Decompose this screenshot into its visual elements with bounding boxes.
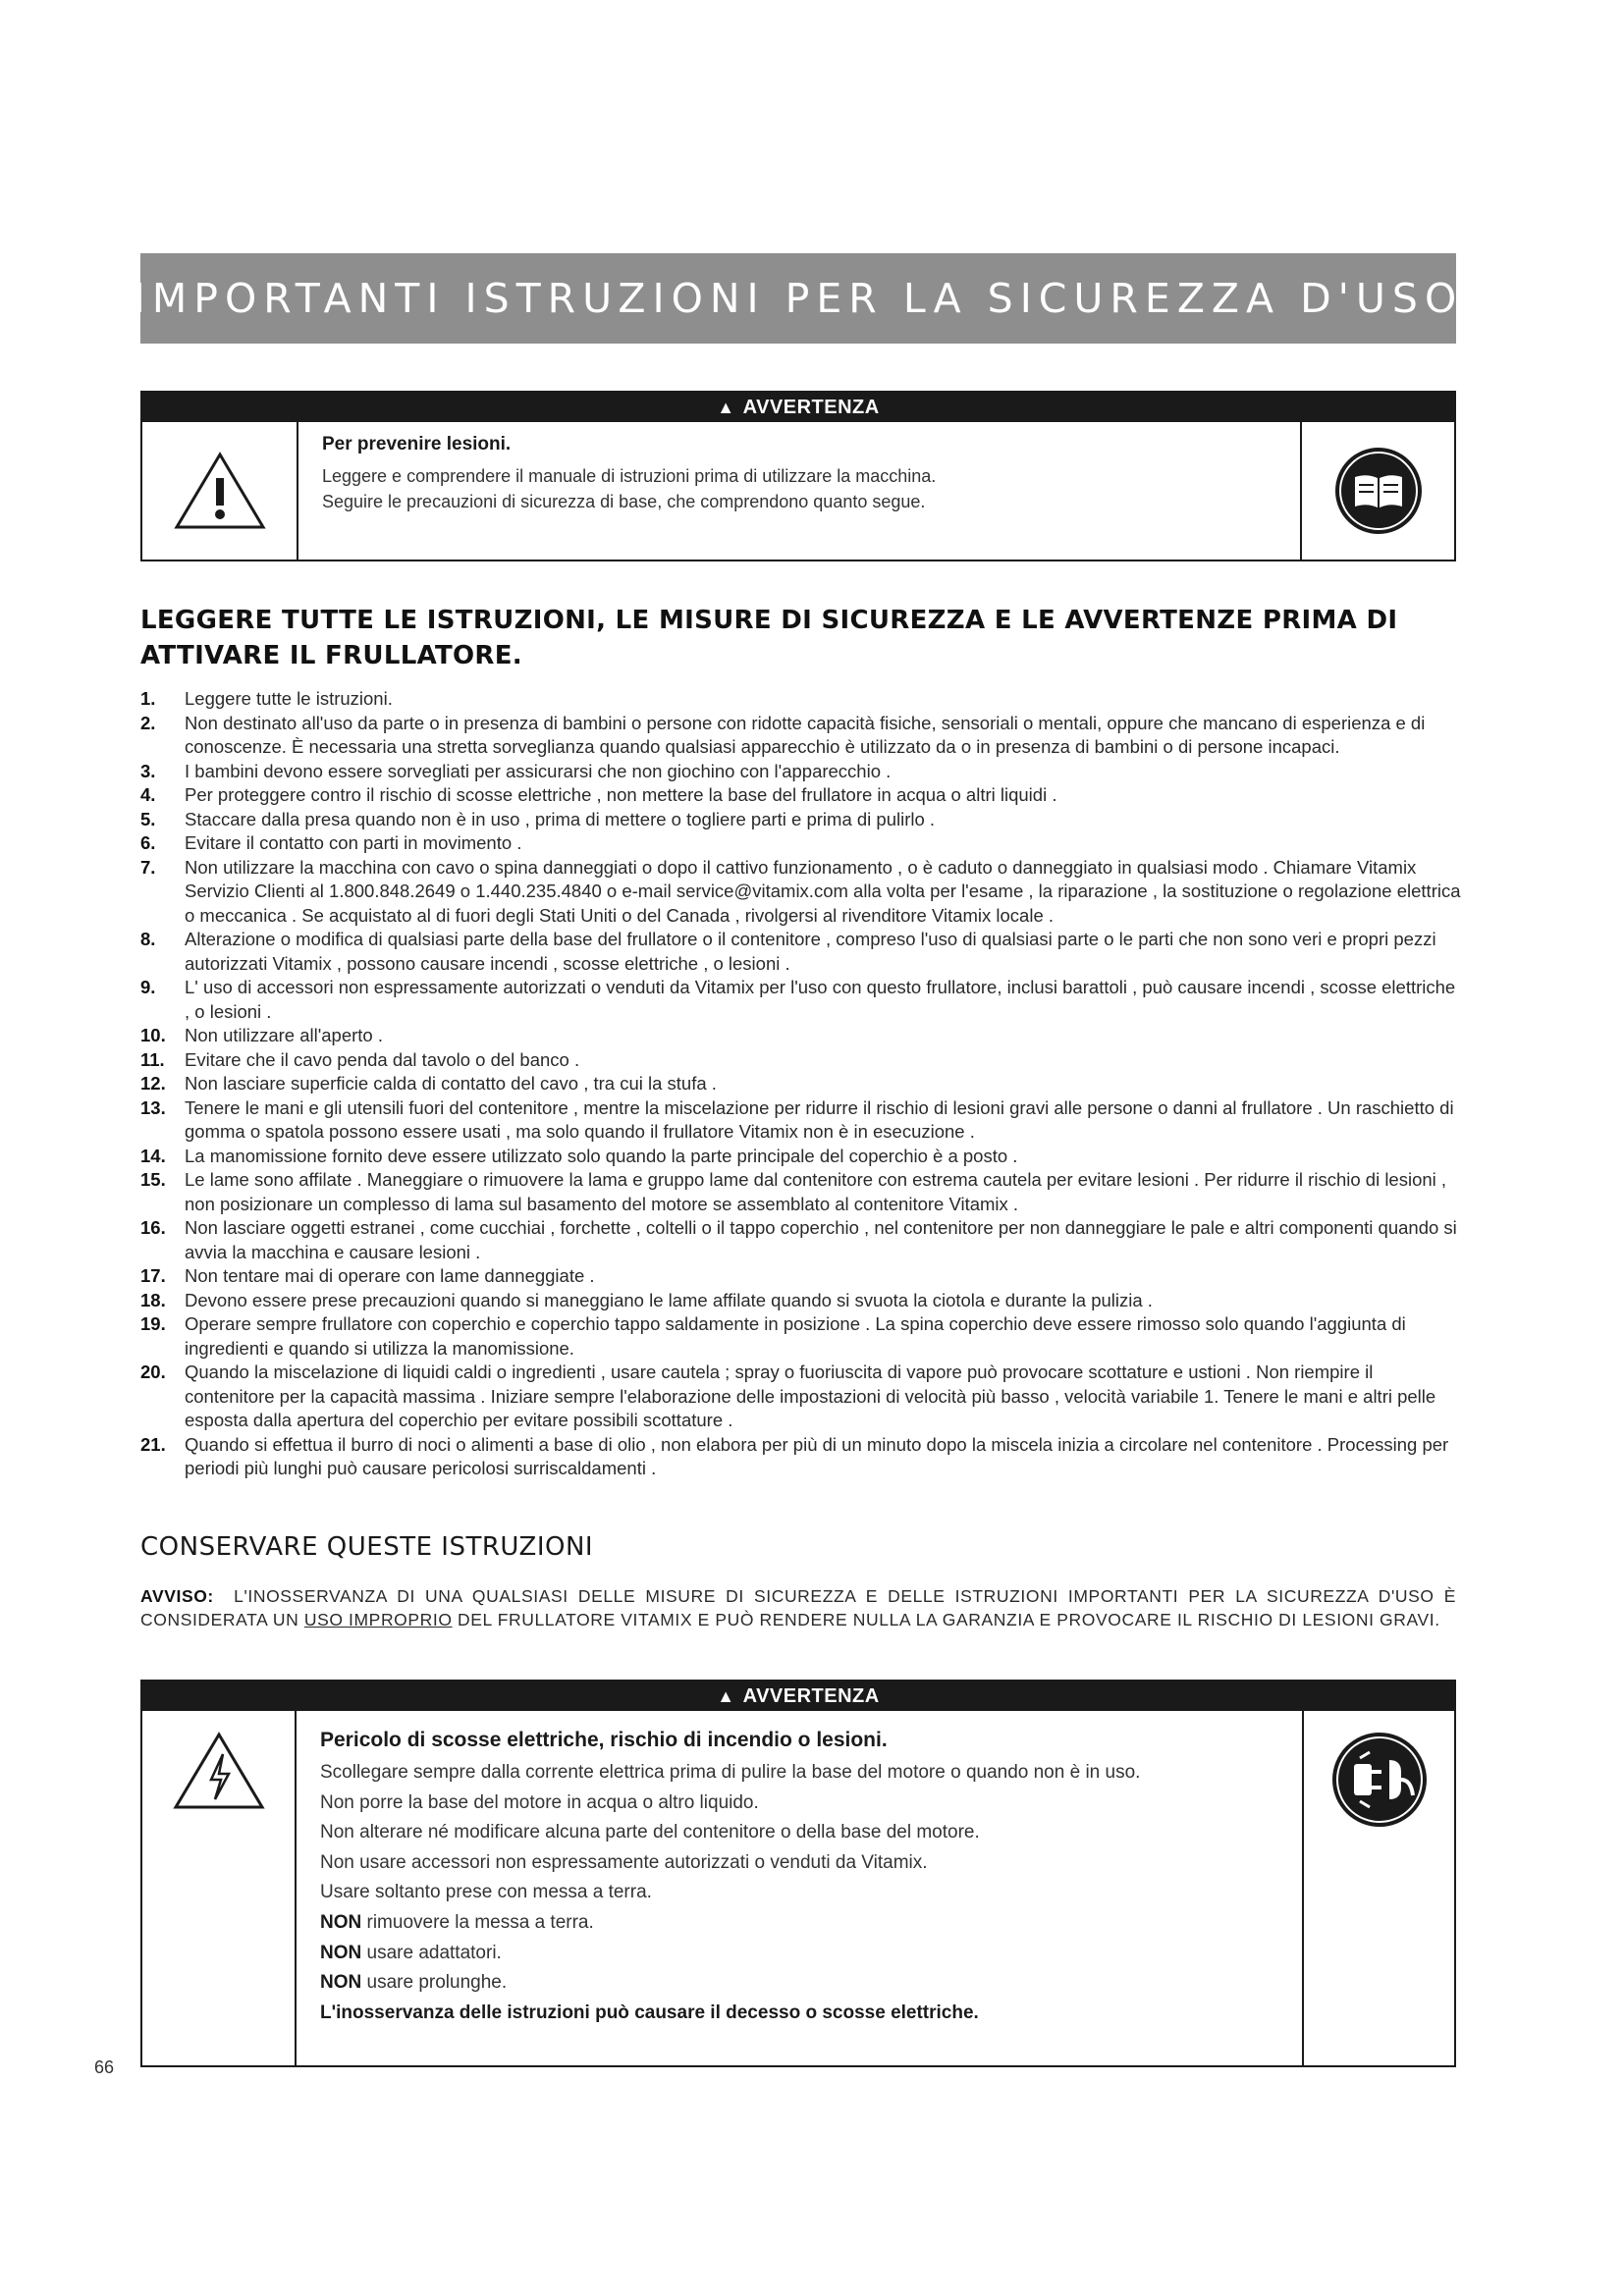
warning-line: Non porre la base del motore in acqua o altro liquido. bbox=[320, 1791, 759, 1813]
warning-line: NON rimuovere la messa a terra. bbox=[320, 1911, 594, 1933]
warning-final-line: L'inosservanza delle istruzioni può causare il decesso o scosse elettriche. bbox=[320, 2002, 979, 2023]
warning-line: Seguire le precauzioni di sicurezza di base, che comprendono quanto segue. bbox=[322, 492, 926, 511]
warning-line: NON usare adattatori. bbox=[320, 1942, 502, 1963]
item-number: 14. bbox=[140, 1145, 166, 1166]
electric-shock-icon bbox=[142, 1711, 297, 2065]
item-number: 7. bbox=[140, 856, 156, 878]
warning-box-injury bbox=[140, 391, 1456, 561]
item-number: 15. bbox=[140, 1169, 166, 1190]
item-text: Quando si effettua il burro di noci o alimenti a base di olio , non elabora per più di un minuto dopo la miscela inizia a circolare nel contenitore . Processing per periodi più lunghi può causare pericolosi surriscaldamenti . bbox=[185, 1433, 1449, 1478]
list-item bbox=[140, 1264, 1461, 1289]
page-number: 66 bbox=[94, 2057, 115, 2077]
warning-line: Non alterare né modificare alcuna parte del contenitore o della base del motore. bbox=[320, 1822, 980, 1843]
item-number: 10. bbox=[140, 1025, 166, 1045]
title-banner bbox=[133, 253, 1464, 344]
item-text: Devono essere prese precauzioni quando si maneggiano le lame affilate quando si svuota la ciotola e durante la pulizia . bbox=[185, 1289, 1153, 1310]
item-text: Evitare il contatto con parti in movimento . bbox=[185, 832, 522, 853]
item-number: 3. bbox=[140, 760, 156, 781]
list-item bbox=[140, 1433, 1461, 1481]
item-text: Per proteggere contro il rischio di scosse elettriche , non mettere la base del frullatore in acqua o altri liquidi . bbox=[185, 784, 1057, 805]
item-number: 18. bbox=[140, 1289, 166, 1310]
conserve-heading: CONSERVARE QUESTE ISTRUZIONI bbox=[140, 1532, 594, 1562]
warning-triangle-icon: ▲ bbox=[717, 1685, 735, 1706]
item-number: 11. bbox=[140, 1048, 165, 1070]
instructions-list bbox=[140, 687, 1461, 1481]
warning-line: Non usare accessori non espressamente autorizzati o venduti da Vitamix. bbox=[320, 1851, 928, 1873]
item-text: Non utilizzare all'aperto . bbox=[185, 1025, 383, 1045]
item-number: 16. bbox=[140, 1217, 166, 1238]
list-item bbox=[140, 976, 1461, 1024]
list-item bbox=[140, 1072, 1461, 1096]
item-text: Non lasciare superficie calda di contatto del cavo , tra cui la stufa . bbox=[185, 1073, 717, 1094]
list-item bbox=[140, 760, 1461, 784]
item-text: Operare sempre frullatore con coperchio e coperchio tappo saldamente in posizione . La spina coperchio deve essere rimosso solo quando l'aggiunta di ingredienti e quando si utilizza la manomissione. bbox=[185, 1313, 1406, 1359]
item-number: 8. bbox=[140, 929, 156, 949]
item-number: 13. bbox=[140, 1096, 166, 1118]
list-item bbox=[140, 808, 1461, 832]
item-number: 9. bbox=[140, 977, 156, 997]
list-item bbox=[140, 856, 1461, 929]
list-item bbox=[140, 1168, 1461, 1216]
item-text: I bambini devono essere sorvegliati per assicurarsi che non giochino con l'apparecchio . bbox=[185, 760, 892, 781]
list-item bbox=[140, 1361, 1461, 1433]
list-item bbox=[140, 831, 1461, 856]
warning-box-electric bbox=[140, 1680, 1456, 2067]
list-item bbox=[140, 687, 1461, 712]
warning-triangle-icon: ▲ bbox=[717, 397, 735, 417]
item-text: Staccare dalla presa quando non è in uso , prima di mettere o togliere parti e prima di pulirlo . bbox=[185, 808, 936, 829]
read-manual-icon bbox=[1300, 422, 1454, 560]
list-item bbox=[140, 1096, 1461, 1145]
list-item bbox=[140, 1048, 1461, 1073]
exclamation-triangle-icon bbox=[142, 422, 298, 560]
item-number: 21. bbox=[140, 1433, 166, 1455]
warning-line: Usare soltanto prese con messa a terra. bbox=[320, 1882, 652, 1903]
item-number: 5. bbox=[140, 808, 156, 829]
list-item bbox=[140, 1024, 1461, 1048]
list-item bbox=[140, 928, 1461, 976]
item-text: Tenere le mani e gli utensili fuori del contenitore , mentre la miscelazione per ridurre il rischio di lesioni gravi alle persone o danni al frullatore . Un raschietto di gomma o spatola possono essere usati , ma solo quando il frullatore Vitamix non è in esecuzione . bbox=[185, 1096, 1454, 1142]
warning-title: Pericolo di scosse elettriche, rischio di incendio o lesioni. bbox=[320, 1729, 888, 1751]
item-text: L' uso di accessori non espressamente autorizzati o venduti da Vitamix per l'uso con questo frullatore, inclusi barattoli , può causare incendi , scosse elettriche , o lesioni . bbox=[185, 977, 1456, 1022]
warning-header: ▲ AVVERTENZA bbox=[142, 1682, 1454, 1711]
item-text: Non utilizzare la macchina con cavo o spina danneggiati o dopo il cattivo funzionamento , o è caduto o danneggiato in qualsiasi modo . Chiamare Vitamix Servizio Clienti al 1.800.848.2649 o 1.440.235.4840 o e-mail service@vitamix.com alla volta per l'esame , la riparazione , la sostituzione o regolazione elettrica o meccanica . Se acquistato al di fuori degli Stati Uniti o del Canada , rivolgersi al rivenditore Vitamix locale . bbox=[185, 856, 1461, 926]
item-text: Le lame sono affilate . Maneggiare o rimuovere la lama e gruppo lame dal contenitore con estrema cautela per evitare lesioni . Per ridurre il rischio di lesioni , non posizionare un complesso di lama sul basamento del motore se assemblato al contenitore Vitamix . bbox=[185, 1169, 1447, 1214]
warning-title: Per prevenire lesioni. bbox=[322, 434, 512, 454]
unplug-icon bbox=[1302, 1711, 1454, 2065]
item-number: 17. bbox=[140, 1265, 166, 1286]
warning-line: Leggere e comprendere il manuale di istruzioni prima di utilizzare la macchina. bbox=[322, 466, 937, 486]
item-text: Evitare che il cavo penda dal tavolo o del banco . bbox=[185, 1048, 580, 1070]
warning-line: Scollegare sempre dalla corrente elettrica prima di pulire la base del motore o quando non è in uso. bbox=[320, 1762, 1141, 1783]
item-number: 2. bbox=[140, 712, 156, 733]
item-text: Quando la miscelazione di liquidi caldi o ingredienti , usare cautela ; spray o fuoriuscita di vapore può provocare scottature e ustioni . Non riempire il contenitore per la capacità massima . Iniziare sempre l'elaborazione delle impostazioni di velocità più basso , velocità variabile 1. Tenere le mani e altri pelle esposta dalla apertura del coperchio per evitare possibili scottature . bbox=[185, 1362, 1436, 1430]
list-item bbox=[140, 1312, 1461, 1361]
item-text: Alterazione o modifica di qualsiasi parte della base del frullatore o il contenitore , compreso l'uso di qualsiasi parte o le parti che non sono veri e propri pezzi autorizzati Vitamix , possono causare incendi , scosse elettriche , o lesioni . bbox=[185, 929, 1436, 974]
item-number: 19. bbox=[140, 1313, 166, 1334]
item-number: 12. bbox=[140, 1073, 166, 1094]
list-item bbox=[140, 712, 1461, 760]
item-number: 4. bbox=[140, 784, 156, 805]
list-item bbox=[140, 1216, 1461, 1264]
list-item bbox=[140, 1145, 1461, 1169]
main-heading: LEGGERE TUTTE LE ISTRUZIONI, LE MISURE DI SICUREZZA E LE AVVERTENZE PRIMA DI ATTIVARE IL FRULLATORE. bbox=[140, 606, 1398, 670]
item-text: Non tentare mai di operare con lame danneggiate . bbox=[185, 1265, 595, 1286]
list-item bbox=[140, 1289, 1461, 1313]
avviso-notice: AVVISO: L'INOSSERVANZA DI UNA QUALSIASI DELLE MISURE DI SICUREZZA E DELLE ISTRUZIONI IMPORTANTI PER LA SICUREZZA D'USO È CONSIDERATA UN USO IMPROPRIO DEL FRULLATORE VITAMIX E PUÒ RENDERE NULLA LA GARANZIA E PROVOCARE IL RISCHIO DI LESIONI GRAVI. bbox=[140, 1586, 1456, 1629]
banner-title: IMPORTANTI ISTRUZIONI PER LA SICUREZZA D'USO bbox=[133, 275, 1464, 322]
item-text: Leggere tutte le istruzioni. bbox=[185, 688, 393, 709]
item-number: 20. bbox=[140, 1362, 166, 1382]
warning-line: NON usare prolunghe. bbox=[320, 1972, 508, 1994]
item-number: 6. bbox=[140, 832, 156, 853]
item-text: La manomissione fornito deve essere utilizzato solo quando la parte principale del coperchio è a posto . bbox=[185, 1145, 1018, 1166]
item-number: 1. bbox=[140, 688, 156, 709]
list-item bbox=[140, 783, 1461, 808]
item-text: Non destinato all'uso da parte o in presenza di bambini o persone con ridotte capacità fisiche, sensoriali o mentali, oppure che mancano di esperienza e di conoscenze. È necessaria una stretta sorveglianza quando qualsiasi apparecchio è utilizzato da o in presenza di bambini o di persone incapaci. bbox=[185, 712, 1426, 757]
item-text: Non lasciare oggetti estranei , come cucchiai , forchette , coltelli o il tappo coperchio , nel contenitore per non danneggiare le pale e altri componenti quando si avvia la macchina e causare lesioni . bbox=[185, 1217, 1457, 1262]
warning-header: ▲ AVVERTENZA bbox=[142, 393, 1454, 422]
